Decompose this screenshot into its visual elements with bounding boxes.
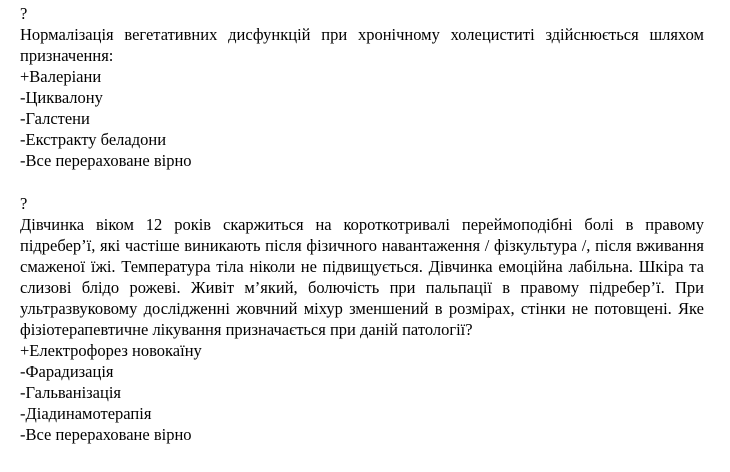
answer-option: +Електрофорез новокаїну xyxy=(20,341,202,360)
question-text: Нормалізація вегетативних дисфункцій при хронічному холециститі здійснюється шляхом призначення: xyxy=(20,25,704,65)
question-text: Дівчинка віком 12 років скаржиться на короткотривалі переймоподібні болі в правому підребер’ї, які частіше виникають після фізичного навантаження / фізкультура /, після вживання смаженої їжі. Температура тіла ніколи не підвищується. Дівчинка емоційна лабільна. Шкіра та слизові блідо рожеві. Живіт м’який, болючість при пальпації в правому підребер’ї. При ультразвуковому дослідженні жовчний міхур зменшений в розмірах, стінки не потовщені. Яке фізіотерапевтичне лікування призначається при даній патології? xyxy=(20,215,704,339)
answer-option: +Валеріани xyxy=(20,67,102,86)
document-page xyxy=(20,3,704,445)
question-block-1 xyxy=(20,3,704,171)
question-marker: ? xyxy=(20,194,28,213)
answer-option: -Гальванізація xyxy=(20,383,122,402)
answer-option: -Циквалону xyxy=(20,88,103,107)
answer-option: -Галстени xyxy=(20,109,90,128)
paragraph-gap xyxy=(20,171,704,193)
question-block-2 xyxy=(20,193,704,445)
question-marker: ? xyxy=(20,4,28,23)
answer-option: -Фарадизація xyxy=(20,362,114,381)
answer-option: -Все перераховане вірно xyxy=(20,425,192,444)
answer-option: -Екстракту беладони xyxy=(20,130,167,149)
answer-option: -Все перераховане вірно xyxy=(20,151,192,170)
answer-option: -Діадинамотерапія xyxy=(20,404,152,423)
